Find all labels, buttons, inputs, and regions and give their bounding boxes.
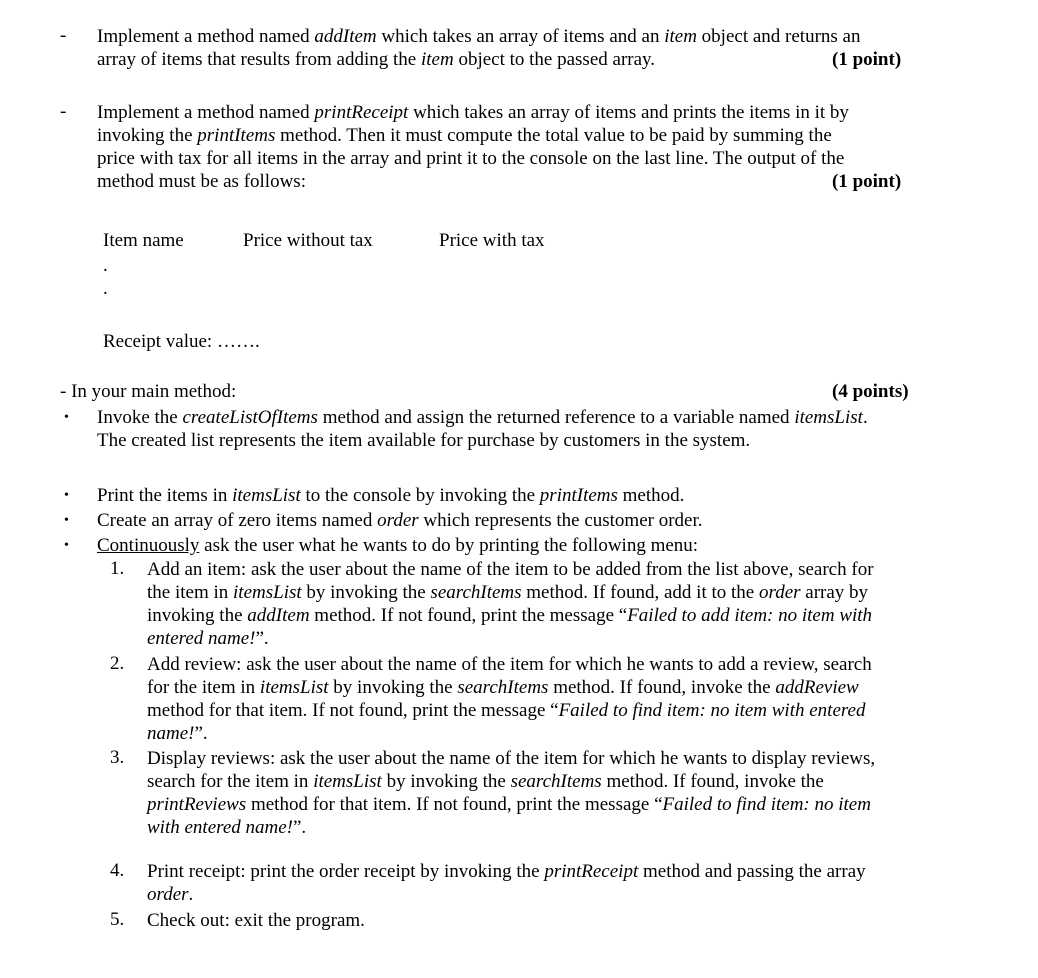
text-line: the item in itemsList by invoking the searchItems method. If found, add it to the order array by — [147, 582, 869, 603]
text-line: Create an array of zero items named order which represents the customer order. — [97, 510, 703, 531]
text-line: Implement a method named addItem which takes an array of items and an item object and returns an — [97, 26, 861, 47]
sample-output — [103, 229, 545, 353]
text-line: search for the item in itemsList by invoking the searchItems method. If found, invoke the — [147, 771, 824, 792]
ellipsis-dot: . — [103, 255, 108, 276]
text-line: method must be as follows: (1 point) — [97, 171, 902, 192]
dash-marker: - — [60, 25, 67, 46]
menu-number: 1. — [110, 558, 125, 579]
text-line: Continuously ask the user what he wants to do by printing the following menu: — [97, 535, 699, 556]
bullet-marker: • — [64, 488, 69, 503]
menu-number: 5. — [110, 909, 125, 930]
text-line: invoking the addItem method. If not found, print the message “Failed to add item: no item with — [147, 605, 873, 626]
text-line: array of items that results from adding the item object to the passed array. (1 point) — [97, 49, 902, 70]
text-line: name!”. — [147, 723, 208, 744]
column-price-with-tax: Price with tax — [439, 230, 545, 251]
bullet-marker: • — [64, 538, 69, 553]
text-line: Add review: ask the user about the name of the item for which he wants to add a review, search — [147, 654, 872, 675]
text-line: invoking the printItems method. Then it must compute the total value to be paid by summing the — [97, 125, 832, 146]
points-label: (4 points) — [832, 381, 909, 402]
text-line: Print the items in itemsList to the console by invoking the printItems method. — [97, 485, 685, 506]
text-line: Add an item: ask the user about the name of the item to be added from the list above, search for — [147, 559, 874, 580]
text-line: Check out: exit the program. — [147, 910, 365, 931]
column-price-without-tax: Price without tax — [243, 230, 373, 251]
menu-number: 4. — [110, 860, 125, 881]
menu-number: 2. — [110, 653, 125, 674]
text-line: for the item in itemsList by invoking the searchItems method. If found, invoke the addReview — [147, 677, 859, 698]
text-line: Print receipt: print the order receipt by invoking the printReceipt method and passing the array — [147, 861, 866, 882]
text-line: Invoke the createListOfItems method and assign the returned reference to a variable named itemsList. — [97, 407, 868, 428]
bullet-marker: • — [64, 513, 69, 528]
column-item-name: Item name — [103, 230, 184, 251]
menu-number: 3. — [110, 747, 125, 768]
main-method-heading — [60, 380, 920, 403]
text-line: The created list represents the item available for purchase by customers in the system. — [97, 430, 751, 451]
text-line: Display reviews: ask the user about the name of the item for which he wants to display reviews, — [147, 748, 876, 769]
text-line: Implement a method named printReceipt which takes an array of items and prints the items in it by — [97, 102, 849, 123]
text-line: entered name!”. — [147, 628, 269, 649]
text-line: order. — [147, 884, 194, 905]
sample-header-row — [103, 229, 545, 252]
bullet-marker: • — [64, 410, 69, 425]
receipt-value-line: Receipt value: ……. — [103, 331, 260, 352]
main-method-label: - In your main method: — [60, 381, 237, 402]
text-line: with entered name!”. — [147, 817, 307, 838]
text-line: method for that item. If not found, print the message “Failed to find item: no item with entered — [147, 700, 866, 721]
text-line: printReviews method for that item. If not found, print the message “Failed to find item: no item — [147, 794, 871, 815]
points-label: (1 point) — [832, 49, 902, 70]
dash-marker: - — [60, 101, 67, 122]
text-line: price with tax for all items in the array and print it to the console on the last line. The output of the — [97, 148, 845, 169]
ellipsis-dot: . — [103, 278, 108, 299]
points-label: (1 point) — [832, 171, 902, 192]
